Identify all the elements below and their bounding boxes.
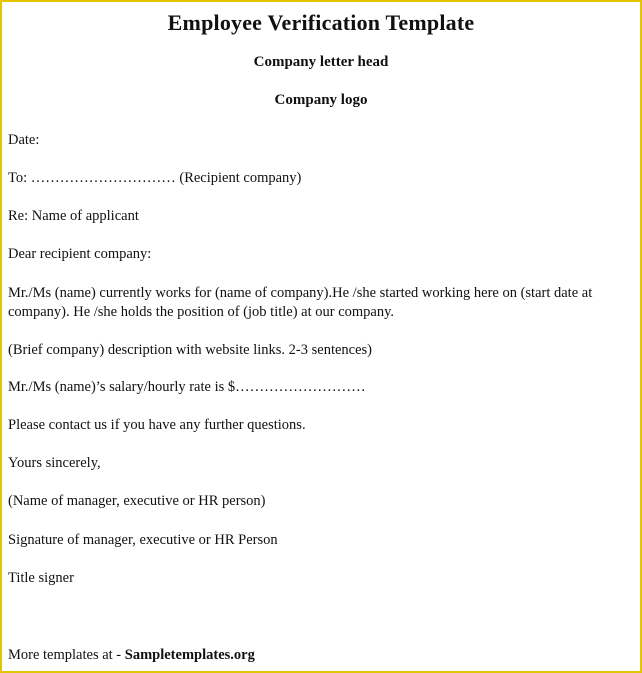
recipient-line: To: ………………………… (Recipient company) <box>8 170 302 186</box>
footer-line <box>8 646 632 665</box>
company-letter-head: Company letter head <box>253 54 389 70</box>
salutation-line: Dear recipient company: <box>8 246 152 262</box>
company-logo-placeholder: Company logo <box>274 92 368 108</box>
contact-line: Please contact us if you have any further questions. <box>8 417 306 433</box>
re-line: Re: Name of applicant <box>8 208 139 224</box>
date-line: Date: <box>8 132 40 148</box>
paragraph2-line: (Brief company) description with website links. 2-3 sentences) <box>8 342 373 358</box>
signature-line: Signature of manager, executive or HR Person <box>8 532 278 548</box>
manager-name-line: (Name of manager, executive or HR person) <box>8 493 266 509</box>
paragraph1-line2: company). He /she holds the position of (job title) at our company. <box>8 304 395 320</box>
document-title: Employee Verification Template <box>167 10 475 35</box>
paragraph1-line1: Mr./Ms (name) currently works for (name of company).He /she started working here on (start date at <box>8 285 593 301</box>
closing-line: Yours sincerely, <box>8 455 101 471</box>
title-signer-line: Title signer <box>8 570 74 586</box>
footer-prefix: More templates at - <box>8 647 125 663</box>
footer-site-link[interactable]: Sampletemplates.org <box>124 647 255 663</box>
salary-line: Mr./Ms (name)’s salary/hourly rate is $……………………… <box>8 379 366 395</box>
